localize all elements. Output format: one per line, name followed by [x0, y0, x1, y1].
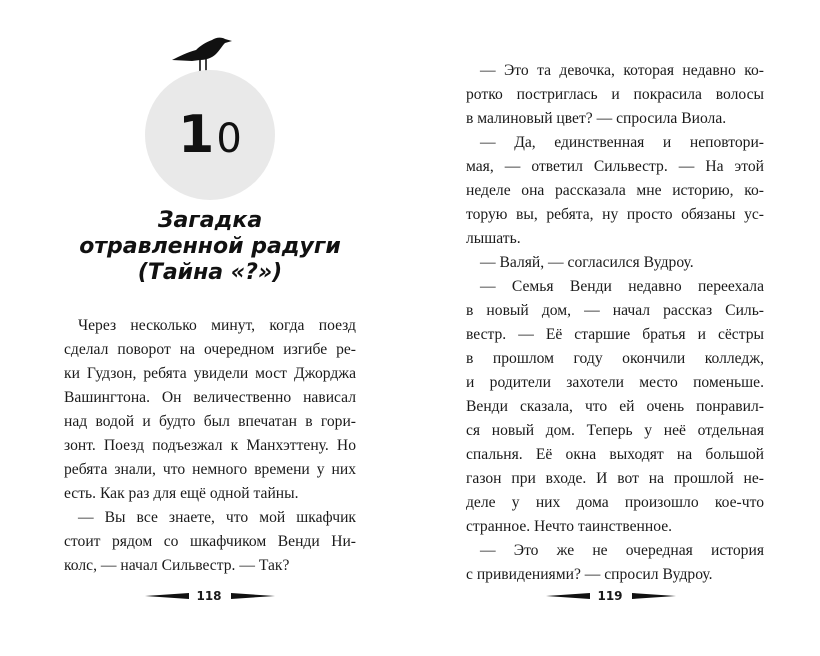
chapter-title-line: Загадка [157, 208, 263, 233]
chapter-number-circle [145, 70, 275, 200]
text-line: — Это та девочка, которая недавно ко- [480, 62, 764, 79]
page-number: 118 [196, 589, 222, 603]
text-line: — Вы все знаете, что мой шкафчик [78, 509, 356, 526]
text-line: ся новый дом. Теперь у неё отдельная [466, 422, 764, 439]
text-line: — Семья Венди недавно переехала [480, 278, 764, 295]
text-line: есть. Как раз для ещё одной тайны. [64, 485, 299, 502]
text-line: лышать. [466, 230, 521, 247]
text-line: ки Гудзон, ребята увидели мост Джорджа [64, 365, 356, 382]
text-line: — Валяй, — согласился Вудроу. [480, 254, 694, 271]
text-line: ребята знали, что немного времени у них [64, 461, 356, 478]
text-line: Венди сказала, что ей очень понравил- [466, 398, 764, 415]
text-line: торую вы, ребята, ну просто обязаны ус- [466, 206, 764, 223]
text-line: и родители захотели место поменьше. [466, 374, 764, 391]
text-line: вестр. — Её старшие братья и сёстры [466, 326, 764, 343]
chapter-number-digit: 1 [178, 105, 215, 165]
chapter-number [145, 70, 275, 200]
right-body-text [466, 59, 764, 587]
text-line: ротко постриглась и покрасила волосы [466, 86, 764, 103]
text-line: стоит рядом со шкафчиком Венди Ни- [64, 533, 356, 550]
text-line: в малиновый цвет? — спросила Виола. [466, 110, 727, 127]
chapter-title [60, 208, 360, 286]
crow-icon [170, 34, 234, 74]
chapter-number-digit-small: 0 [216, 116, 242, 162]
chapter-title-line: отравленной радуги [79, 234, 341, 259]
text-line: сделал поворот на очередном изгибе ре- [64, 341, 356, 358]
right-page-footer [410, 588, 820, 608]
dash-ornament-icon [231, 592, 275, 600]
text-line: — Это же не очередная история [480, 542, 764, 559]
left-body-text [64, 314, 356, 578]
dash-ornament-icon [546, 592, 590, 600]
text-line: спальня. Её окна выходят на большой [466, 446, 764, 463]
text-line: странное. Нечто таинственное. [466, 518, 673, 535]
text-line: Вашингтона. Он величественно нависал [64, 389, 356, 406]
text-line: зонт. Поезд подъезжал к Манхэттену. Но [64, 437, 356, 454]
text-line: — Да, единственная и неповтори- [480, 134, 764, 151]
right-page [410, 0, 820, 656]
chapter-title-line: (Тайна «?») [137, 260, 283, 285]
text-line: колс, — начал Сильвестр. — Так? [64, 557, 290, 574]
text-line: над водой и будто был впечатан в гори- [64, 413, 356, 430]
text-line: газон при входе. И вот на прошлой не- [466, 470, 764, 487]
dash-ornament-icon [145, 592, 189, 600]
left-page-footer [0, 588, 410, 608]
text-line: мая, — ответил Сильвестр. — На этой [466, 158, 764, 175]
page-number: 119 [597, 589, 623, 603]
text-line: в прошлом году окончили колледж, [466, 350, 764, 367]
text-line: с привидениями? — спросил Вудроу. [466, 566, 713, 583]
text-line: в новый дом, — начал рассказ Силь- [466, 302, 764, 319]
dash-ornament-icon [632, 592, 676, 600]
text-line: Через несколько минут, когда поезд [78, 317, 356, 334]
text-line: деле у них дома произошло кое-что [466, 494, 764, 511]
text-line: неделе она рассказала мне историю, ко- [466, 182, 764, 199]
